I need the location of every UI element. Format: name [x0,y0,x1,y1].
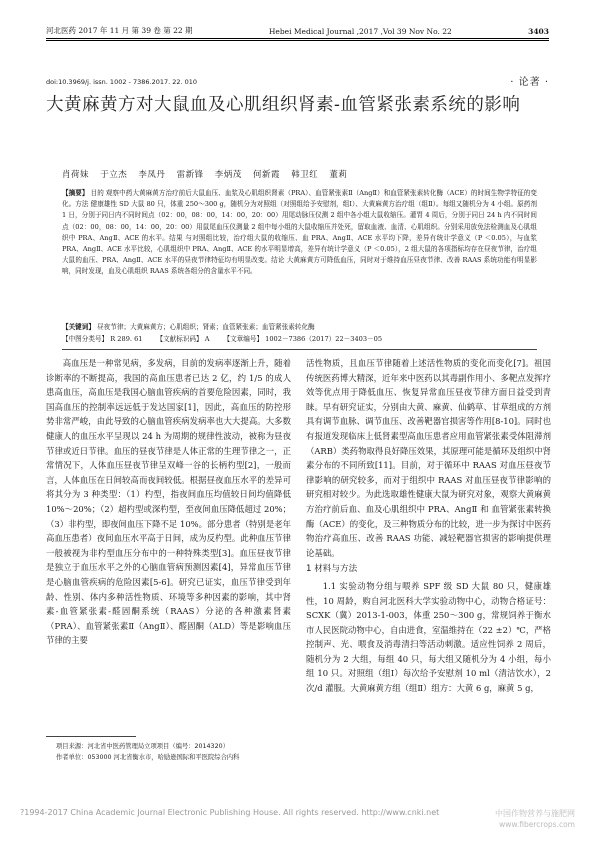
header-rule [46,38,549,41]
author-list: 肖荷妹 于立杰 李凤丹 雷新锋 李炳茂 何新霞 韩卫红 董莉 [62,170,348,180]
article-number: 【文章编号】 1002－7386（2017）22－3403－05 [223,335,383,343]
section-heading: 1 材料与方法 [306,564,358,575]
running-header [46,20,549,36]
footnote-affiliation: 作者单位：053000 河北省衡水市，哈励逊国际和平医院综合内科 [56,754,240,761]
document-code: 【文献标识码】 A [156,335,210,343]
body-column-right [306,356,551,696]
header-journal-cn: 河北医药 2017 年 11 月 第 39 卷 第 22 期 [46,26,193,35]
clc-number: 【中图分类号】 R 289. 61 [62,335,143,343]
doi: doi:10.3969/j. issn. 1002 - 7386.2017. 22. 010 [46,78,198,86]
footnote-funding: 项目来源：河北省中医药管理局立项项目（编号：2014320） [56,743,229,750]
keywords-text: 昼夜节律；大黄麻黄方；心肌组织；肾素；血管紧张素；血管紧张素转化酶 [97,323,315,331]
page-footer [20,808,575,819]
keywords-label: 【关键词】 [62,323,95,331]
copyright-line: ?1994-2017 China Academic Journal Electronic Publishing House. All rights reserved. http://www.cnki.net [20,808,440,817]
watermark-text: 中国作物营养与施肥网 [495,809,575,818]
header-page-number: 3403 [528,27,549,36]
abstract-rule [62,349,537,350]
body-paragraph: 高血压是一种常见病，多发病，目前的发病率逐渐上升，随着诊断率的不断提高，我国的高血压患者已达 2 亿，约 1/5 的成人患高血压，高血压是我国心脑血管疾病的首要危险因素，同时，我国高血压的控制率远远低于发达国家[1]，因此，高血压的防控形势非常严峻，由此导致的心脑血管疾病发病率也大大提高。大多数健康人的血压水平呈现以 24 h 为周期的规律性波动，被称为昼夜节律或近日节律。血压的昼夜节律是人体正常的生理节律之一，正常情况下，人体血压昼夜节律呈双峰一谷的长柄杓型[2]，一般而言，人体血压在日间较高而夜间较低。根据昼夜血压水平的差异可将其分为 3 种类型：（1）杓型，指夜间血压均值较日间均值降低 10%～20%；（2）超杓型或深杓型，至夜间血压降低超过 20%；（3）非杓型，即夜间血压下降不足 10%。部分患者（特别是老年高血压患者）夜间血压水平高于日间，成为反杓型。此种血压节律一般被视为非杓型血压分布中的一种特殊类型[3]。血压昼夜节律是独立于血压水平之外的心脑血管病预测因素[4]，异常血压节律是心脑血管疾病的危险因素[5-6]。研究已证实，血压节律受到年龄、性别、体内多种活性物质、环境等多种因素的影响，其中肾素-血管紧张素-醛固酮系统（RAAS）分泌的各种激素肾素（PRA）、血管紧张素Ⅱ（AngⅡ）、醛固酮（ALD）等是影响血压节律的主要 [46,358,291,646]
keywords [62,322,537,333]
article-title: 大黄麻黄方对大鼠血及心肌组织肾素-血管紧张素系统的影响 [46,95,521,115]
section-label: · 论著 · [510,77,549,88]
abstract-text: 目的 观察中药大黄麻黄方治疗前后大鼠血压、血浆及心肌组织肾素（PRA）、血管紧张素Ⅱ（AngⅡ）和血管紧张素转化酶（ACE）的时间生物学特征的变化。方法 健康雄性 SD 大鼠 80 只，体重 250～300 g，随机分为对照组（对照组给予安慰剂，组Ⅰ）、大黄麻黄方治疗组（组Ⅱ）。每组又随机分为 4 小组。原药剂 1 日，分别于同日内不同时间点（02：00，08：00，14：00，20：00）用尾动脉压仪测 2 组中各小组大鼠收缩压。灌胃 4 周后，分别于同日 24 h 内不同时间点（02：00，08：00，14：00，20：00）用鼠尾血压仪测量 2 组中每小组的大鼠收缩压并处死，留取血液、血清、心肌组织。分别采用放免法检测血及心肌组织中 PRA、AngⅡ、ACE 的水平。结果 与对照组比较，治疗组大鼠的收缩压、血 PRA、AngⅡ、ACE 水平均下降，差异有统计学意义（P ＜0.05），与血浆 PRA、AngⅡ、ACE 水平比较，心肌组织中 PRA、AngⅡ、ACE 的水平明显增高，差异有统计学意义（P ＜0.05），2 组大鼠的各项指标均存在昼夜节律，治疗组大鼠的血压、PRA、AngⅡ、ACE 水平的昼夜节律特征均有明显改变。结论 大黄麻黄方可降低血压，同时对于维持血压昼夜节律、改善 RAAS 系统功能有明显影响，同时发现，血及心肌组织 RAAS 系统各组分的含量水平不同。 [62,189,538,276]
classification-line [62,334,537,345]
abstract-label: 【摘要】 [62,189,89,197]
watermark-url: www.fibercrops.com [499,820,575,829]
footnote [56,741,291,763]
header-journal-en: Hebei Medical Journal ,2017 ,Vol 39 Nov No. 22 [268,27,452,36]
body-paragraph: 活性物质，且血压节律随着上述活性物质的变化而变化[7]。祖国传统医药博大精深，近年来中医药以其毒副作用小、多靶点发挥疗效等优点用于降低血压、恢复异常血压昼夜节律方面日益受到青睐。早有研究证实，分别由大黄、麻黄、仙鹤草、甘草组成的方剂具有调节血脉、调节血压、改善靶器官损害等作用[8-10]。同时也有报道发现临床上低肾素型高血压患者应用血管紧张素受体阻滞剂（ARB）类药物取得良好降压效果，其原理可能是循环及组织中肾素分布的不同所致[11]。目前，对于循环中 RAAS 对血压昼夜节律影响的研究较多，而对于组织中 RAAS 对血压昼夜节律影响的研究相对较少。为此选取雄性健康大鼠为研究对象，观察大黄麻黄方治疗前后血、血及心肌组织中 PRA、AngⅡ 和 血管紧张素转换酶（ACE）的变化，及三种物质分布的比较，进一步为探讨中医药物治疗高血压、改善 RAAS 功能、减轻靶器官损害的影响提供理论基础。 [306,358,551,558]
abstract [62,188,537,278]
body-column-left [46,356,291,648]
body-paragraph: 1.1 实验动物分组与喂养 SPF 级 SD 大鼠 80 只，健康雄性，10 周龄，购自河北医科大学实验动物中心，动物合格证号：SCXK（冀）2013-1-003，体重 250～300 g，常规饲养于衡水市人民医院动物中心，自由进食，室温维持在（22 ±2）℃，严格控制声、光、喂食及消毒清扫等活动刺激。适应性饲养 2 周后，随机分为 2 大组，每组 40 只，每大组又随机分为 4 小组，每小组 10 只。对照组（组Ⅰ）每次给予安慰剂 10 ml（清洁饮水），2 次/d 灌服。大黄麻黄方组（组Ⅱ）组方：大黄 6 g，麻黄 5 g， [306,580,551,694]
footnote-rule [46,736,136,737]
